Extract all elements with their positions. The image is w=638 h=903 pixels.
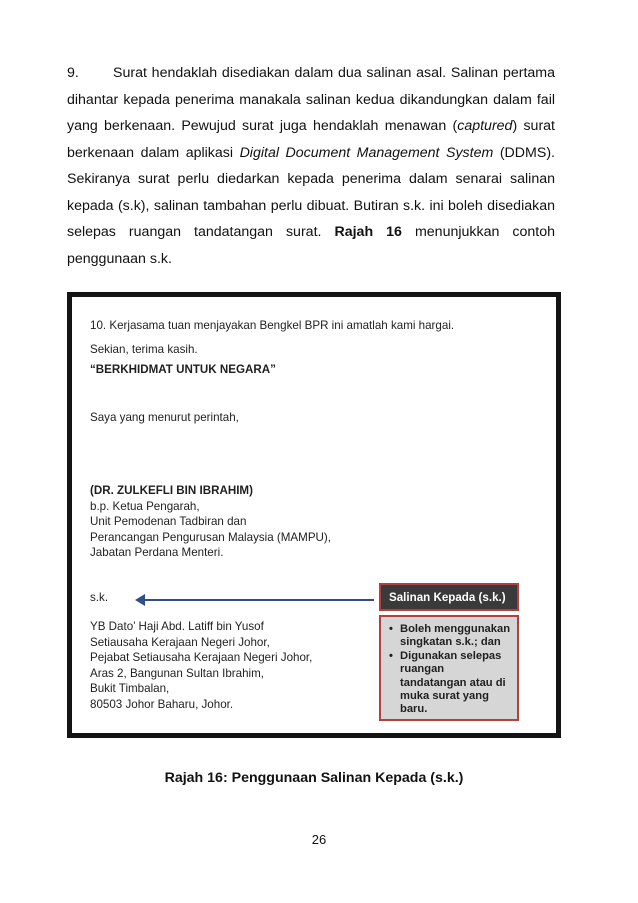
letter-closing: Sekian, terima kasih.	[90, 343, 198, 356]
recipient-line: 80503 Johor Baharu, Johor.	[90, 697, 234, 711]
paragraph-text: (DDMS). Sekiranya surat perlu diedarkan kepada penerima dalam senarai salinan kepada (s.k), salinan tambahan perlu dibuat. Butiran s.k. ini boleh disediakan selepas ruangan tandatangan surat.	[67, 144, 555, 240]
figure-reference: Rajah 16	[334, 224, 402, 240]
callout-body	[379, 615, 519, 721]
signer-name: (DR. ZULKEFLI BIN IBRAHIM)	[90, 484, 253, 497]
page-number: 26	[311, 832, 327, 847]
figure-letter-sample	[67, 292, 561, 738]
recipient-line: Setiausaha Kerajaan Negeri Johor,	[90, 635, 270, 649]
letter-excerpt	[72, 297, 556, 733]
callout-bullet-text: Digunakan selepas ruangan tandatangan atau di muka surat yang baru.	[400, 649, 506, 716]
paragraph-text: ) surat berkenaan dalam aplikasi	[67, 118, 555, 161]
callout-title: Salinan Kepada (s.k.)	[379, 583, 519, 611]
callout-bullet	[389, 623, 513, 650]
bullet-icon: •	[389, 623, 393, 635]
signer-line: b.p. Ketua Pengarah,	[90, 499, 200, 513]
signature-block	[90, 483, 331, 561]
letter-motto: “BERKHIDMAT UNTUK NEGARA”	[90, 363, 276, 376]
bullet-icon: •	[389, 649, 393, 662]
paragraph-number: 9.	[67, 65, 79, 81]
paragraph-text: menunjukkan contoh penggunaan s.k.	[67, 224, 555, 267]
recipient-block	[90, 619, 312, 713]
signer-line: Jabatan Perdana Menteri.	[90, 546, 224, 560]
callout-bullet-text: Boleh menggunakan singkatan s.k.; dan	[400, 623, 511, 649]
callout-bullet	[389, 650, 513, 717]
paragraph-italic-ddms: Digital Document Management System	[239, 144, 494, 161]
recipient-line: Aras 2, Bangunan Sultan Ibrahim,	[90, 666, 265, 680]
letter-item-10: 10. Kerjasama tuan menjayakan Bengkel BPR ini amatlah kami hargai.	[90, 319, 455, 332]
recipient-line: Bukit Timbalan,	[90, 682, 170, 696]
recipient-line: YB Dato’ Haji Abd. Latiff bin Yusof	[90, 620, 264, 633]
paragraph-italic-captured: captured	[457, 118, 513, 134]
body-paragraph	[67, 60, 555, 272]
figure-caption: Rajah 16: Penggunaan Salinan Kepada (s.k.)	[164, 770, 464, 786]
letter-saya: Saya yang menurut perintah,	[90, 411, 239, 424]
paragraph-text: Surat hendaklah disediakan dalam dua salinan asal. Salinan pertama dihantar kepada penerima manakala salinan kedua dikandungkan dalam fail yang berkenaan. Pewujud surat juga hendaklah menawan (	[67, 65, 555, 134]
signer-line: Unit Pemodenan Tadbiran dan	[90, 515, 247, 529]
recipient-line: Pejabat Setiausaha Kerajaan Negeri Johor,	[90, 651, 313, 665]
sk-label: s.k.	[90, 591, 109, 604]
signer-line: Perancangan Pengurusan Malaysia (MAMPU),	[90, 530, 332, 544]
arrow-line	[144, 599, 374, 601]
